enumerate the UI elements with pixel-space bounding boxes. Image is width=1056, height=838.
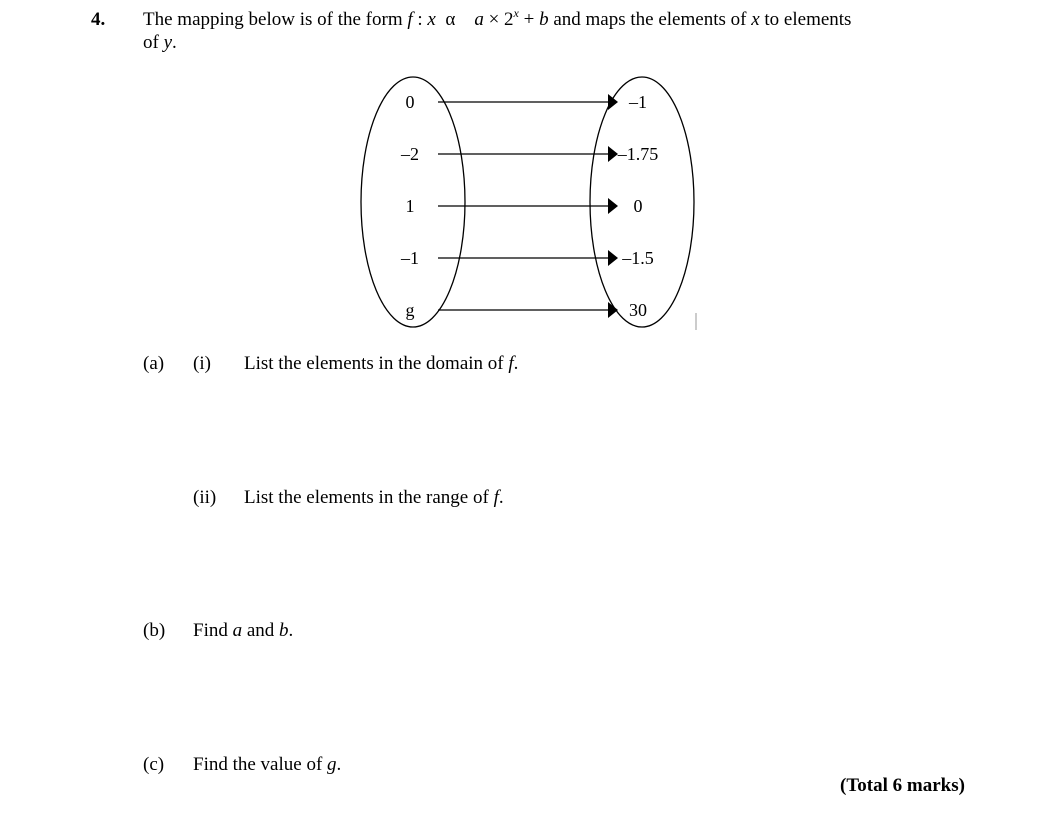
arrowhead [608,302,618,318]
part-a-ii-text: List the elements in the range of f. [244,487,504,508]
range-element: –1 [629,92,647,112]
arrowhead [608,146,618,162]
range-element: –1.5 [622,248,654,268]
part-a-ii-label: (ii) [193,487,217,508]
range-element: 30 [629,300,647,320]
range-element: 0 [633,196,643,216]
part-b-label: (b) [143,620,166,641]
question-number: 4. [91,9,106,30]
question-intro-line2: of y. [143,32,177,53]
question-intro-line1: The mapping below is of the form f : x α $a \times 2^x + b$ and maps the elements of x to elements [143,6,852,30]
domain-element: 1 [405,196,415,216]
arrowhead [608,198,618,214]
domain-element: g [405,300,415,320]
total-marks: (Total 6 marks) [840,775,965,796]
domain-element: –2 [401,144,419,164]
part-c-text: Find the value of g. [193,754,342,775]
part-a-i-label: (i) [193,353,211,374]
part-c-label: (c) [143,754,165,775]
part-b-text: Find a and b. [193,620,294,641]
mapping-diagram [340,70,710,340]
domain-element: 0 [405,92,415,112]
domain-element: –1 [401,248,419,268]
range-element: –1.75 [617,144,659,164]
arrowhead [608,94,618,110]
part-a-label: (a) [143,353,165,374]
arrowhead [608,250,618,266]
part-a-i-text: List the elements in the domain of f. [244,353,519,374]
